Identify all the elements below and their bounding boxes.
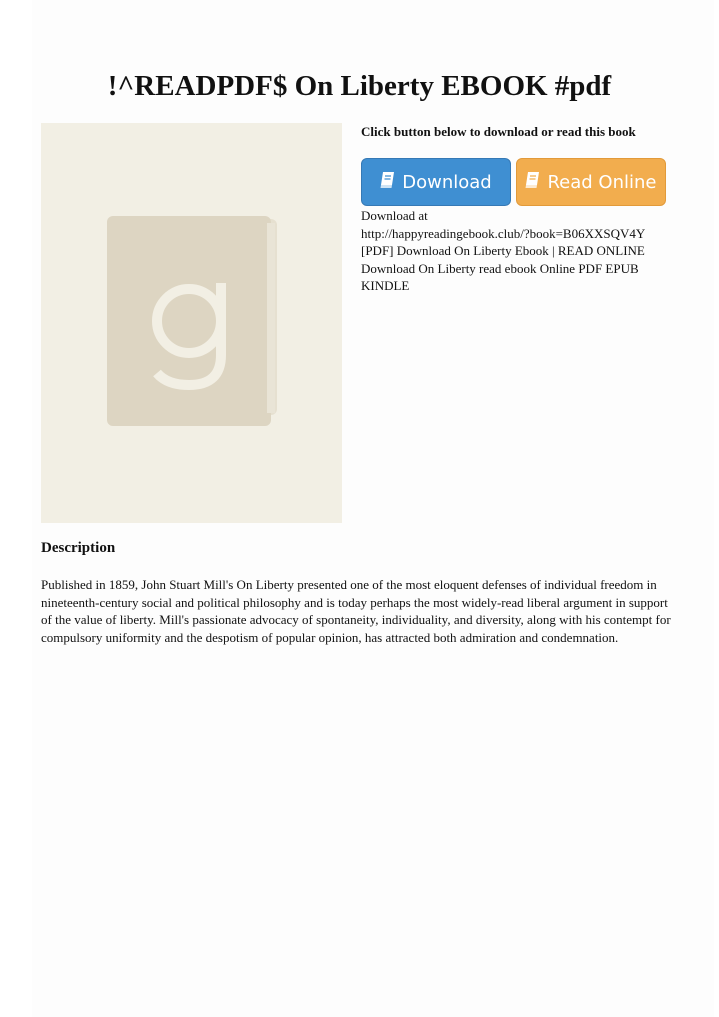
page-title: !^READPDF$ On Liberty EBOOK #pdf	[107, 70, 612, 102]
read-online-button-label: Read Online	[547, 171, 657, 193]
download-button-label: Download	[402, 171, 492, 193]
button-row	[361, 158, 666, 206]
download-button[interactable]	[361, 158, 511, 206]
description-body: Published in 1859, John Stuart Mill's On Liberty presented one of the most eloquent defenses of individual freedom in nineteenth-century social and political philosophy and is today perhaps the most widely-read liberal argument in support of the value of liberty. Mill's passionate advocacy of spontaneity, individuality, and diversity, along with his contempt for compulsory uniformity and the despotism of popular opinion, has attracted both admiration and condemnation.	[41, 577, 671, 645]
book-cover-placeholder	[41, 123, 342, 523]
download-info-line: [PDF] Download On Liberty Ebook | READ ONLINE	[361, 243, 645, 258]
book-icon	[380, 171, 396, 194]
download-info-line: Download On Liberty read ebook Online PDF EPUB	[361, 260, 639, 276]
download-at-label: Download at	[361, 208, 428, 223]
description-heading: Description	[41, 540, 116, 556]
download-prompt: Click button below to download or read this book	[361, 124, 636, 139]
read-online-button[interactable]	[516, 158, 666, 206]
download-panel	[361, 124, 691, 293]
book-icon	[525, 171, 541, 194]
download-info	[361, 207, 691, 295]
download-url-link[interactable]: http://happyreadingebook.club/?book=B06XXSQV4Y	[361, 225, 646, 241]
goodreads-book-icon	[41, 123, 342, 523]
download-info-line: KINDLE	[361, 278, 410, 293]
